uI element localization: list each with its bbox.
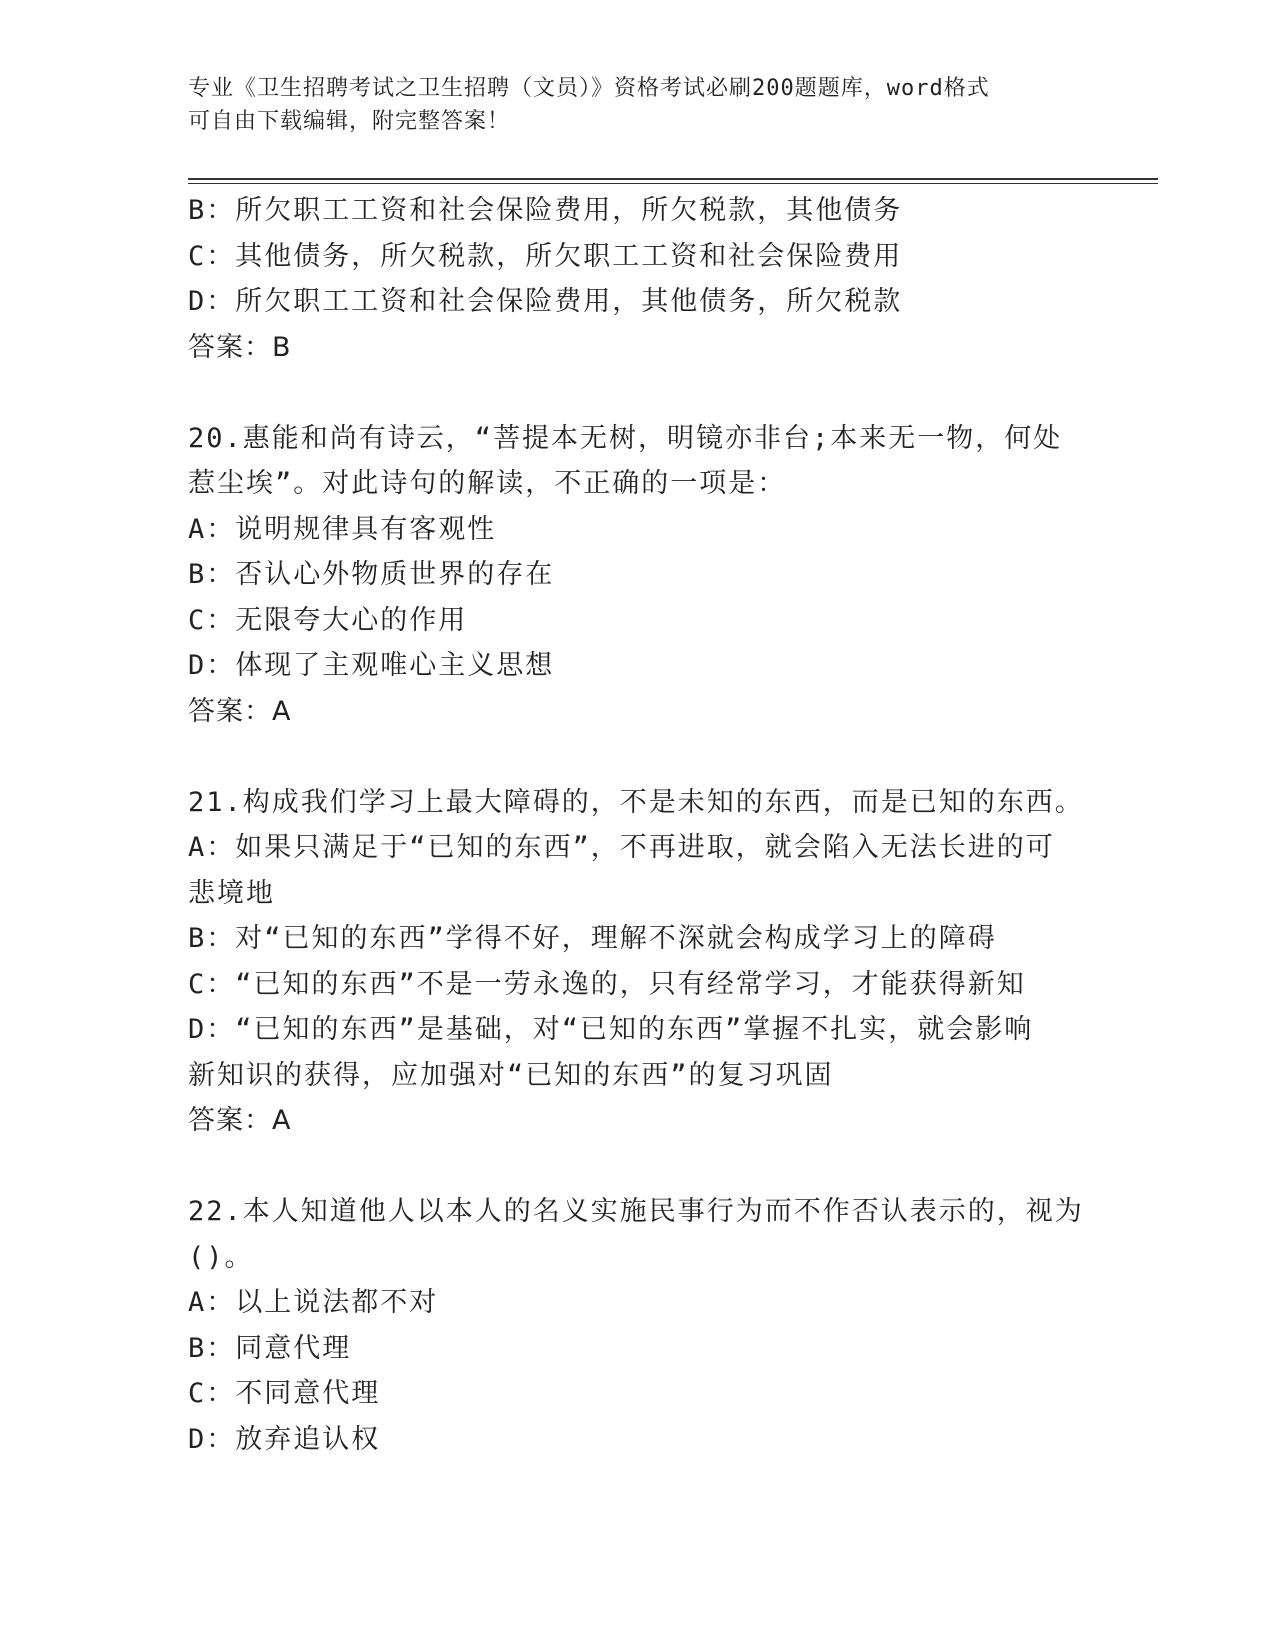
- question-19-tail: [188, 188, 1088, 370]
- header-divider: [188, 178, 1158, 184]
- q20-option-c: C：无限夸大心的作用: [188, 604, 468, 636]
- question-21: [188, 780, 1088, 1144]
- q19-option-d: D：所欠职工工资和社会保险费用，其他债务，所欠税款: [188, 286, 903, 317]
- q20-stem-line-1: 20.惠能和尚有诗云，“菩提本无树，明镜亦非台;本来无一物，何处: [188, 422, 1063, 454]
- q20-stem-line-2: 惹尘埃”。对此诗句的解读，不正确的一项是：: [188, 468, 787, 499]
- q22-option-b: B：同意代理: [188, 1332, 352, 1364]
- q19-option-c: C：其他债务，所欠税款，所欠职工工资和社会保险费用: [188, 240, 903, 272]
- header-line-1: 专业《卫生招聘考试之卫生招聘（文员）》资格考试必刷200题题库，word格式: [188, 76, 990, 101]
- spacer: [188, 370, 1088, 416]
- q21-option-d-line-2: 新知识的获得，应加强对“已知的东西”的复习巩固: [188, 1059, 834, 1091]
- q21-option-a-line-2: 悲境地: [188, 877, 275, 909]
- q21-option-b: B：对“已知的东西”学得不好，理解不深就会构成学习上的障碍: [188, 923, 997, 954]
- header-line-2: 可自由下载编辑，附完整答案！: [188, 109, 511, 134]
- question-22: [188, 1189, 1088, 1462]
- question-list: [188, 188, 1088, 1462]
- q20-answer: 答案：A: [188, 695, 292, 727]
- q22-option-d: D：放弃追认权: [188, 1423, 381, 1455]
- q22-stem-line-2: ()。: [188, 1241, 254, 1273]
- spacer: [188, 1144, 1088, 1190]
- q19-answer: 答案：B: [188, 331, 292, 363]
- q21-option-a-line-1: A：如果只满足于“已知的东西”，不再进取，就会陷入无法长进的可: [188, 832, 1055, 863]
- question-20: [188, 416, 1088, 735]
- q22-option-a: A：以上说法都不对: [188, 1287, 439, 1318]
- spacer: [188, 734, 1088, 780]
- q22-option-c: C：不同意代理: [188, 1378, 381, 1409]
- q20-option-a: A：说明规律具有客观性: [188, 513, 497, 545]
- q22-stem-line-1: 22.本人知道他人以本人的名义实施民事行为而不作否认表示的，视为: [188, 1196, 1084, 1227]
- q19-option-b: B：所欠职工工资和社会保险费用，所欠税款，其他债务: [188, 195, 903, 226]
- q20-option-d: D：体现了主观唯心主义思想: [188, 650, 555, 681]
- q21-answer: 答案：A: [188, 1105, 292, 1136]
- page-header: [188, 72, 1088, 138]
- q21-stem: 21.构成我们学习上最大障碍的，不是未知的东西，而是已知的东西。: [188, 786, 1084, 818]
- q21-option-c: C：“已知的东西”不是一劳永逸的，只有经常学习，才能获得新知: [188, 968, 1026, 1000]
- q21-option-d-line-1: D：“已知的东西”是基础，对“已知的东西”掌握不扎实，就会影响: [188, 1014, 1034, 1045]
- q20-option-b: B：否认心外物质世界的存在: [188, 559, 555, 590]
